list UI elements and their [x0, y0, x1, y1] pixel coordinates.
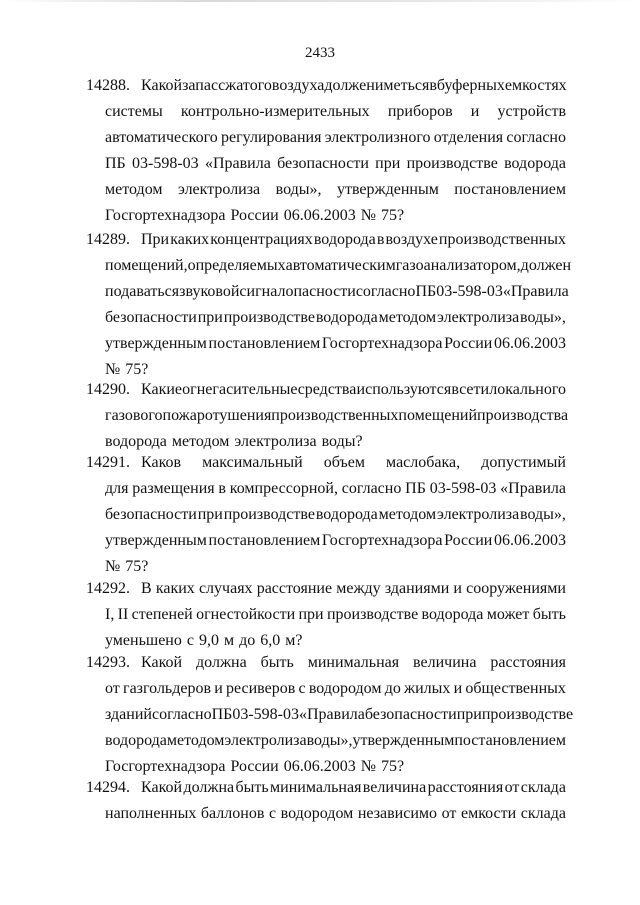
question-text-line: безопасности при производстве водорода методом электролиза воды», — [105, 309, 566, 326]
question-text-line: Какой запас сжатого воздуха должен иметься в буферных емкостях — [141, 77, 567, 94]
question-number: 14290. — [86, 381, 130, 398]
question-text-line: При каких концентрациях водорода в воздухе производственных — [141, 231, 566, 248]
question-number: 14291. — [86, 454, 130, 471]
question-text-line: утвержденным постановлением Госгортехнадзора России 06.06.2003 — [105, 335, 566, 352]
question-number: 14289. — [86, 231, 130, 248]
question-text-line: помещений, определяемых автоматическим газоанализатором, должен — [105, 257, 572, 274]
question-text-line: ПБ 03-598-03 «Правила безопасности при производстве водорода — [105, 155, 566, 172]
question-text-line: газового пожаротушения производственных помещений производства — [105, 407, 569, 424]
question-number: 14294. — [86, 779, 130, 796]
question-text-line: подаваться звуковой сигнал опасности согласно ПБ 03-598-03 «Правила — [105, 283, 569, 300]
scan-edge — [0, 0, 640, 2]
question-text-line: методом электролиза воды», утвержденным постановлением — [105, 181, 566, 198]
question-text-line: зданий согласно ПБ 03-598-03 «Правила безопасности при производстве — [105, 706, 574, 723]
page-number: 2433 — [305, 45, 335, 61]
question-number: 14293. — [86, 654, 130, 671]
question-text-line: водорода методом электролиза воды», утвержденным постановлением — [105, 732, 567, 749]
question-text-line: № 75? — [105, 558, 149, 575]
question-text-line: I, II степеней огнестойкости при производстве водорода может быть — [105, 606, 566, 623]
question-text-line: системы контрольно-измерительных приборов и устройств — [105, 103, 566, 120]
question-text-line: Какие огнегасительные средства используются в сети локального — [141, 381, 566, 398]
question-text-line: № 75? — [105, 361, 149, 378]
question-text-line: автоматического регулирования электролизного отделения согласно — [105, 129, 566, 146]
question-text-line: от газгольдеров и ресиверов с водородом до жилых и общественных — [105, 680, 566, 697]
question-text-line: В каких случаях расстояние между зданиями и сооружениями — [141, 580, 566, 597]
question-number: 14288. — [86, 77, 130, 94]
question-text-line: уменьшено с 9,0 м до 6,0 м? — [105, 632, 303, 649]
question-text-line: Госгортехнадзора России 06.06.2003 № 75? — [105, 207, 405, 224]
question-text-line: безопасности при производстве водорода методом электролиза воды», — [105, 506, 566, 523]
question-text-line: Какой должна быть минимальная величина расстояния — [141, 654, 566, 671]
question-text-line: Госгортехнадзора России 06.06.2003 № 75? — [105, 758, 405, 775]
question-text-line: Каков максимальный объем маслобака, допустимый — [141, 454, 566, 471]
question-text-line: Какой должна быть минимальная величина расстояния от склада — [141, 779, 566, 796]
question-number: 14292. — [86, 580, 130, 597]
question-text-line: наполненных баллонов с водородом независимо от емкости склада — [105, 805, 566, 822]
question-text-line: утвержденным постановлением Госгортехнадзора России 06.06.2003 — [105, 532, 566, 549]
question-text-line: водорода методом электролиза воды? — [105, 433, 363, 450]
question-text-line: для размещения в компрессорной, согласно ПБ 03-598-03 «Правила — [105, 480, 566, 497]
